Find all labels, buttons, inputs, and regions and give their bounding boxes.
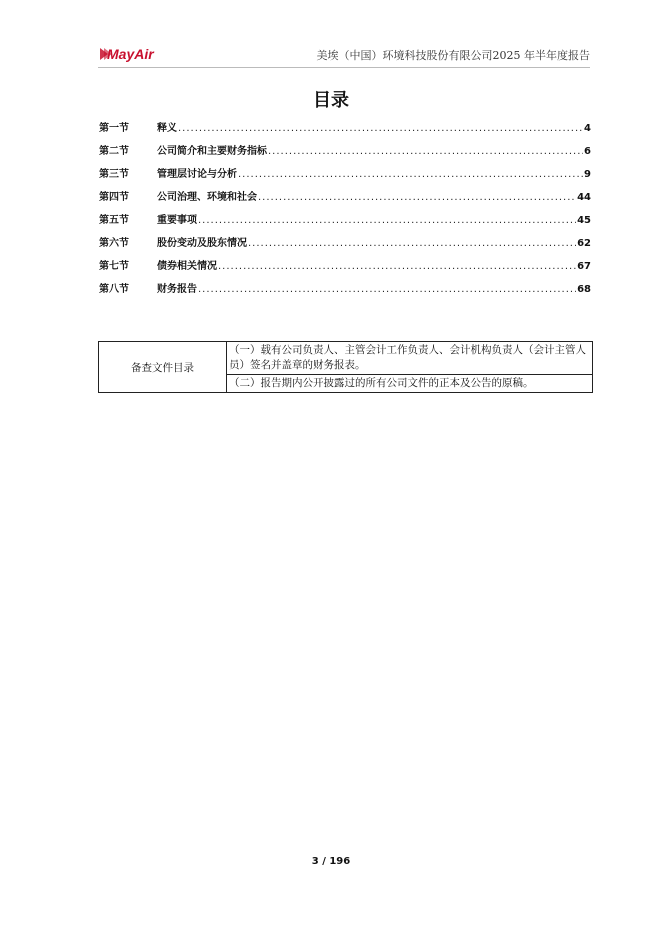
toc-section-number: 第六节 bbox=[99, 238, 129, 249]
table-row bbox=[99, 342, 593, 375]
company-logo bbox=[98, 44, 168, 64]
toc-page-number: 68 bbox=[577, 284, 591, 295]
toc-section-name: 财务报告 bbox=[157, 284, 197, 295]
toc-entry[interactable] bbox=[99, 257, 591, 280]
toc-title: 目录 bbox=[313, 90, 349, 111]
page-number: 3 / 196 bbox=[311, 856, 351, 867]
toc-section-number: 第七节 bbox=[99, 261, 129, 272]
toc-section-name: 管理层讨论与分析 bbox=[157, 169, 237, 180]
toc-page-number: 6 bbox=[584, 146, 591, 157]
toc-entry[interactable] bbox=[99, 234, 591, 257]
svg-text:MayAir: MayAir bbox=[107, 46, 154, 62]
reference-document-item: （一）载有公司负责人、主管会计工作负责人、会计机构负责人（会计主管人员）签名并盖章的财务报表。 bbox=[227, 342, 593, 375]
toc-leader-dots bbox=[178, 123, 583, 134]
toc-leader-dots bbox=[268, 146, 583, 157]
toc-leader-dots bbox=[248, 238, 576, 249]
reference-documents-table bbox=[98, 341, 593, 393]
toc-leader-dots bbox=[238, 169, 583, 180]
toc-section-name: 重要事项 bbox=[157, 215, 197, 226]
toc-leader-dots bbox=[198, 215, 576, 226]
toc-entry[interactable] bbox=[99, 188, 591, 211]
toc-leader-dots bbox=[258, 192, 576, 203]
toc-entry[interactable] bbox=[99, 142, 591, 165]
toc-section-name: 公司治理、环境和社会 bbox=[157, 192, 257, 203]
toc-entry[interactable] bbox=[99, 280, 591, 303]
toc-section-number: 第四节 bbox=[99, 192, 129, 203]
toc-section-name: 股份变动及股东情况 bbox=[157, 238, 247, 249]
toc-section-number: 第三节 bbox=[99, 169, 129, 180]
toc-page-number: 67 bbox=[577, 261, 591, 272]
toc-page-number: 4 bbox=[584, 123, 591, 134]
toc-section-number: 第八节 bbox=[99, 284, 129, 295]
reference-documents-label: 备查文件目录 bbox=[99, 342, 227, 393]
toc-leader-dots bbox=[218, 261, 576, 272]
report-header-title: 美埃（中国）环境科技股份有限公司2025 年半年度报告 bbox=[316, 49, 590, 62]
reference-document-item: （二）报告期内公开披露过的所有公司文件的正本及公告的原稿。 bbox=[227, 375, 593, 393]
toc-entry[interactable] bbox=[99, 211, 591, 234]
toc-section-number: 第二节 bbox=[99, 146, 129, 157]
table-of-contents bbox=[99, 119, 591, 303]
toc-section-name: 释义 bbox=[157, 123, 177, 134]
toc-entry[interactable] bbox=[99, 119, 591, 142]
toc-section-name: 债券相关情况 bbox=[157, 261, 217, 272]
toc-section-name: 公司简介和主要财务指标 bbox=[157, 146, 267, 157]
mayair-logo-icon bbox=[98, 44, 168, 64]
toc-section-number: 第五节 bbox=[99, 215, 129, 226]
toc-section-number: 第一节 bbox=[99, 123, 129, 134]
toc-page-number: 44 bbox=[577, 192, 591, 203]
toc-entry[interactable] bbox=[99, 165, 591, 188]
header-divider bbox=[98, 67, 590, 68]
toc-page-number: 62 bbox=[577, 238, 591, 249]
toc-leader-dots bbox=[198, 284, 576, 295]
toc-page-number: 9 bbox=[584, 169, 591, 180]
toc-page-number: 45 bbox=[577, 215, 591, 226]
